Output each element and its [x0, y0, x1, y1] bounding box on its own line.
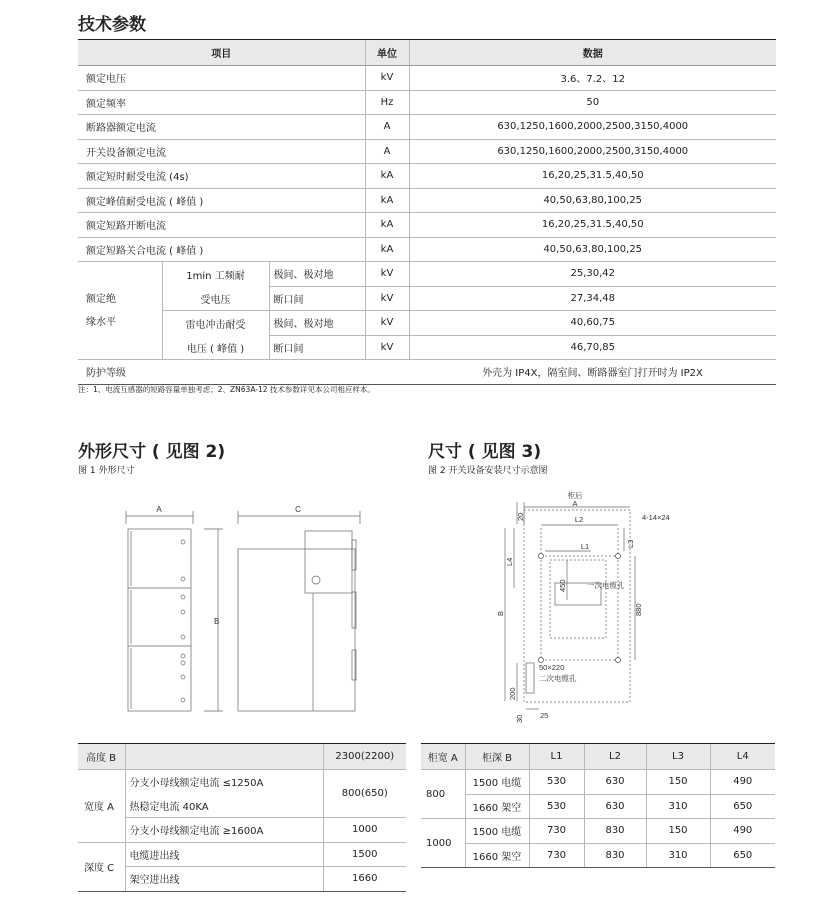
spec-row — [78, 66, 776, 91]
dim-l4: L4 — [505, 557, 514, 566]
spec-data: 16,20,25,31.5,40,50 — [409, 164, 776, 189]
lightning-label-2: 电压 ( 峰值 ) — [162, 335, 269, 360]
insulation-label — [78, 262, 162, 360]
protection-data: 外壳为 IP4X，隔室间、断路器室门打开时为 IP2X — [409, 360, 776, 385]
spec-data: 630,1250,1600,2000,2500,3150,4000 — [409, 115, 776, 140]
slot-label: 50×220 — [539, 663, 565, 672]
dim-l2: L2 — [574, 515, 584, 524]
spec-unit: kA — [365, 164, 409, 189]
cell: 830 — [584, 819, 646, 844]
dim-c: C — [295, 505, 301, 514]
insulation-data: 46,70,85 — [409, 335, 776, 360]
table-row — [421, 794, 775, 819]
cell: 530 — [529, 770, 584, 795]
cell: 730 — [529, 819, 584, 844]
spec-row — [78, 213, 776, 238]
group-width: 800 — [421, 770, 465, 819]
spec-row — [78, 164, 776, 189]
spec-table — [78, 39, 776, 385]
height-blank — [125, 744, 323, 770]
col-header: L1 — [529, 744, 584, 770]
cell: 150 — [646, 770, 710, 795]
width-row: 分支小母线额定电流 ≥1600A — [125, 818, 323, 843]
spec-row — [78, 115, 776, 140]
col-header: L2 — [584, 744, 646, 770]
page-title: 技术参数 — [78, 15, 146, 35]
spec-header-row — [78, 40, 776, 66]
install-dim-table — [421, 743, 775, 868]
spec-data: 50 — [409, 90, 776, 115]
dim-880: 880 — [634, 603, 643, 616]
depth-value: 1660 — [323, 867, 406, 892]
cell: 630 — [584, 794, 646, 819]
cell: 1660 架空 — [465, 794, 529, 819]
insulation-label-1: 额定绝 — [86, 293, 116, 305]
height-label: 高度 B — [78, 744, 125, 770]
width-value: 800(650) — [323, 770, 406, 818]
spec-unit: A — [365, 139, 409, 164]
cell: 310 — [646, 794, 710, 819]
dim-200: 200 — [508, 687, 517, 700]
depth-label: 深度 C — [78, 842, 125, 891]
outline-title: 外形尺寸 ( 见图 2) — [78, 442, 226, 462]
dim-l1: L1 — [580, 542, 590, 551]
insulation-data: 27,34,48 — [409, 286, 776, 311]
header-item: 项目 — [78, 40, 365, 66]
width-label: 宽度 A — [78, 770, 125, 843]
insulation-pos: 断口间 — [269, 286, 365, 311]
height-value: 2300(2200) — [323, 744, 406, 770]
hole-spec: 4-14×24 — [642, 513, 670, 522]
depth-row: 架空进出线 — [125, 867, 323, 892]
insulation-row — [78, 335, 776, 360]
dim-30: 30 — [515, 714, 524, 723]
secondary-label: 二次电缆孔 — [539, 674, 577, 683]
insulation-unit: kV — [365, 286, 409, 311]
spec-item: 额定电压 — [78, 66, 365, 91]
cable-hole-label: 一次电缆孔 — [587, 581, 625, 590]
insulation-row — [78, 286, 776, 311]
protection-row — [78, 360, 776, 385]
dim-450: 450 — [558, 579, 567, 592]
group-width: 1000 — [421, 819, 465, 868]
spec-unit: kA — [365, 237, 409, 262]
insulation-unit: kV — [365, 262, 409, 287]
insulation-label-2: 缘水平 — [86, 316, 116, 328]
cell: 530 — [529, 794, 584, 819]
dim-25: 25 — [540, 711, 549, 720]
size-title: 尺寸 ( 见图 3) — [428, 442, 542, 462]
insulation-unit: kV — [365, 335, 409, 360]
spec-data: 3.6、7.2、12 — [409, 66, 776, 91]
cell: 830 — [584, 843, 646, 868]
width-row: 热稳定电流 40KA — [125, 794, 323, 818]
lightning-label-1: 雷电冲击耐受 — [162, 311, 269, 336]
width-row: 分支小母线额定电流 ≤1250A — [125, 770, 323, 794]
header-unit: 单位 — [365, 40, 409, 66]
cell: 1500 电缆 — [465, 819, 529, 844]
table-row — [421, 819, 775, 844]
cell: 650 — [710, 843, 775, 868]
spec-item: 额定短时耐受电流 (4s) — [78, 164, 365, 189]
cell: 310 — [646, 843, 710, 868]
insulation-pos: 极间、极对地 — [269, 262, 365, 287]
table-row — [421, 770, 775, 795]
freq-label-2: 受电压 — [162, 286, 269, 311]
insulation-row — [78, 262, 776, 287]
dim-b2: B — [496, 610, 505, 616]
spec-row — [78, 139, 776, 164]
spec-item: 额定峰值耐受电流 ( 峰值 ) — [78, 188, 365, 213]
cell: 1500 电缆 — [465, 770, 529, 795]
protection-item: 防护等级 — [78, 360, 409, 385]
spec-item: 额定短路开断电流 — [78, 213, 365, 238]
rear-label: 柜后 — [567, 491, 583, 500]
col-header: L3 — [646, 744, 710, 770]
dim-b: B — [214, 617, 220, 626]
cell: 490 — [710, 770, 775, 795]
insulation-row — [78, 311, 776, 336]
cell: 490 — [710, 819, 775, 844]
spec-item: 开关设备额定电流 — [78, 139, 365, 164]
spec-item: 额定短路关合电流 ( 峰值 ) — [78, 237, 365, 262]
spec-item: 额定频率 — [78, 90, 365, 115]
freq-label-1: 1min 工频耐 — [162, 262, 269, 287]
outline-caption: 图 1 外形尺寸 — [78, 466, 135, 476]
install-figure — [495, 488, 710, 728]
spec-unit: kA — [365, 213, 409, 238]
col-header: L4 — [710, 744, 775, 770]
width-value: 1000 — [323, 818, 406, 843]
spec-unit: Hz — [365, 90, 409, 115]
spec-data: 16,20,25,31.5,40,50 — [409, 213, 776, 238]
insulation-pos: 极间、极对地 — [269, 311, 365, 336]
insulation-data: 25,30,42 — [409, 262, 776, 287]
cell: 630 — [584, 770, 646, 795]
size-caption: 图 2 开关设备安装尺寸示意图 — [428, 466, 548, 476]
spec-unit: kV — [365, 66, 409, 91]
spec-row — [78, 237, 776, 262]
dim-20: 20 — [516, 512, 525, 521]
cell: 1660 架空 — [465, 843, 529, 868]
cell: 650 — [710, 794, 775, 819]
spec-data: 40,50,63,80,100,25 — [409, 188, 776, 213]
table-row — [421, 843, 775, 868]
spec-unit: kA — [365, 188, 409, 213]
col-header: 柜宽 A — [421, 744, 465, 770]
cell: 730 — [529, 843, 584, 868]
col-header: 柜深 B — [465, 744, 529, 770]
depth-value: 1500 — [323, 842, 406, 867]
header-data: 数据 — [409, 40, 776, 66]
dim-a: A — [156, 505, 162, 514]
dim-l3: L3 — [626, 539, 635, 548]
spec-unit: A — [365, 115, 409, 140]
spec-row — [78, 90, 776, 115]
dim-a2: A — [572, 499, 578, 508]
spec-data: 40,50,63,80,100,25 — [409, 237, 776, 262]
spec-row — [78, 188, 776, 213]
outline-figure — [120, 500, 380, 720]
footnote: 注：1、电流互感器的短路容量单独考虑；2、ZN63A-12 技术参数详见本公司相应样本。 — [78, 385, 375, 394]
spec-data: 630,1250,1600,2000,2500,3150,4000 — [409, 139, 776, 164]
outline-dim-table — [78, 743, 406, 892]
depth-row: 电缆进出线 — [125, 842, 323, 867]
cell: 150 — [646, 819, 710, 844]
spec-item: 断路器额定电流 — [78, 115, 365, 140]
insulation-unit: kV — [365, 311, 409, 336]
insulation-data: 40,60,75 — [409, 311, 776, 336]
insulation-pos: 断口间 — [269, 335, 365, 360]
